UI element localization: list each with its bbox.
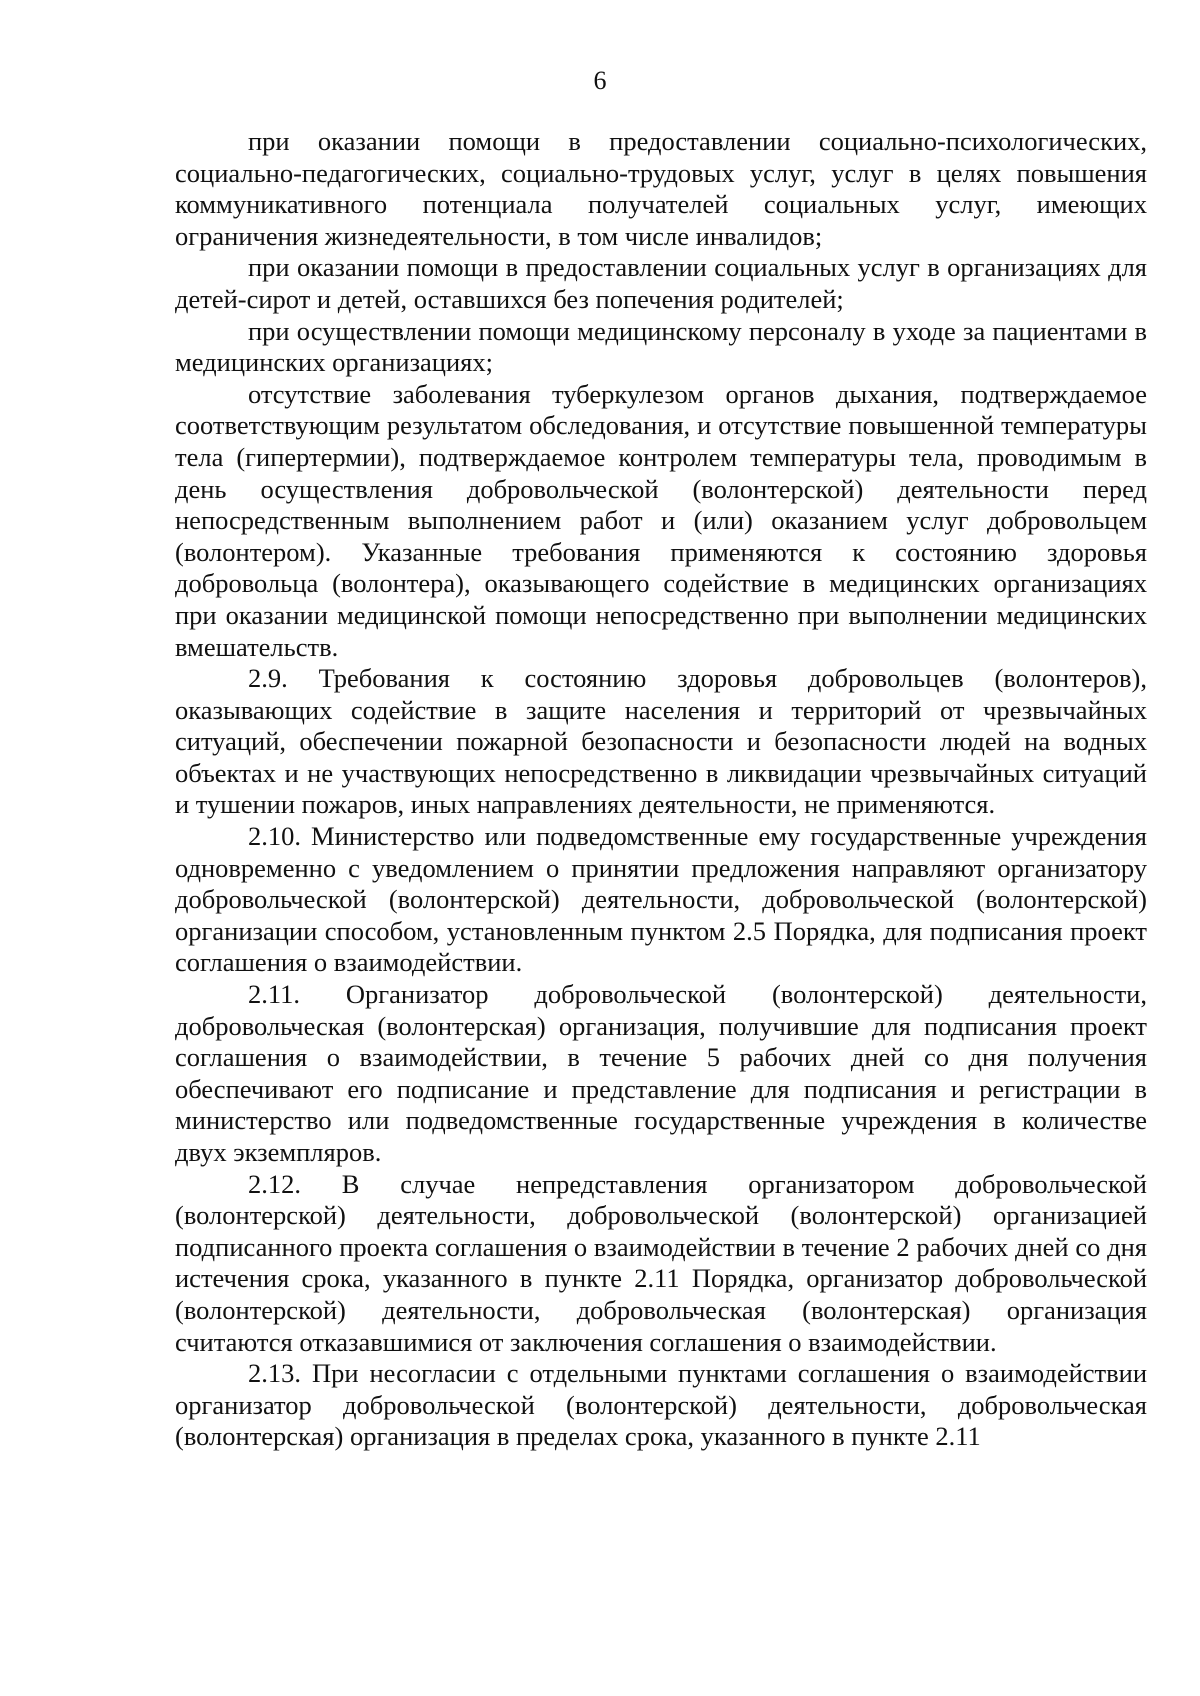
paragraph-2-13: 2.13. При несогласии с отдельными пунктами соглашения о взаимодействии организатор добровольческой (волонтерской) деятельности, добровольческая (волонтерская) организация в пределах срока, указанного в пункте 2.11 bbox=[175, 1358, 1147, 1452]
paragraph-2-12: 2.12. В случае непредставления организатором добровольческой (волонтерской) деятельности, добровольческой (волонтерской) организацией подписанного проекта соглашения о взаимодействии в течение 2 рабочих дней со дня истечения срока, указанного в пункте 2.11 Порядка, организатор добровольческой (волонтерской) деятельности, добровольческая (волонтерская) организация считаются отказавшимися от заключения соглашения о взаимодействии. bbox=[175, 1168, 1147, 1357]
paragraph-2-9: 2.9. Требования к состоянию здоровья добровольцев (волонтеров), оказывающих содействие в защите населения и территорий от чрезвычайных ситуаций, обеспечении пожарной безопасности и безопасности людей на водных объектах и не участвующих непосредственно в ликвидации чрезвычайных ситуаций и тушении пожаров, иных направлениях деятельности, не применяются. bbox=[175, 663, 1147, 820]
paragraph-medical-staff-assistance: при осуществлении помощи медицинскому персоналу в уходе за пациентами в медицинских организациях; bbox=[175, 315, 1147, 378]
document-body bbox=[175, 126, 1147, 1453]
paragraph-2-10: 2.10. Министерство или подведомственные ему государственные учреждения одновременно с уведомлением о принятии предложения направляют организатору добровольческой (волонтерской) деятельности, добровольческой (волонтерской) организации способом, установленным пунктом 2.5 Порядка, для подписания проект соглашения о взаимодействии. bbox=[175, 821, 1147, 978]
page-number: 6 bbox=[593, 66, 607, 95]
paragraph-health-requirements: отсутствие заболевания туберкулезом органов дыхания, подтверждаемое соответствующим результатом обследования, и отсутствие повышенной температуры тела (гипертермии), подтверждаемое контролем температуры тела, проводимым в день осуществления добровольческой (волонтерской) деятельности перед непосредственным выполнением работ и (или) оказанием услуг добровольцем (волонтером). Указанные требования применяются к состоянию здоровья добровольца (волонтера), оказывающего содействие в медицинских организациях при оказании медицинской помощи непосредственно при выполнении медицинских вмешательств. bbox=[175, 378, 1147, 662]
paragraph-2-11: 2.11. Организатор добровольческой (волонтерской) деятельности, добровольческая (волонтерская) организация, получившие для подписания проект соглашения о взаимодействии, в течение 5 рабочих дней со дня получения обеспечивают его подписание и представление для подписания и регистрации в министерство или подведомственные государственные учреждения в количестве двух экземпляров. bbox=[175, 979, 1147, 1167]
paragraph-orphan-organizations: при оказании помощи в предоставлении социальных услуг в организациях для детей-сирот и детей, оставшихся без попечения родителей; bbox=[175, 252, 1147, 314]
paragraph-social-psych-services: при оказании помощи в предоставлении социально-психологических, социально-педагогических, социально-трудовых услуг, услуг в целях повышения коммуникативного потенциала получателей социальных услуг, имеющих ограничения жизнедеятельности, в том числе инвалидов; bbox=[175, 126, 1147, 251]
